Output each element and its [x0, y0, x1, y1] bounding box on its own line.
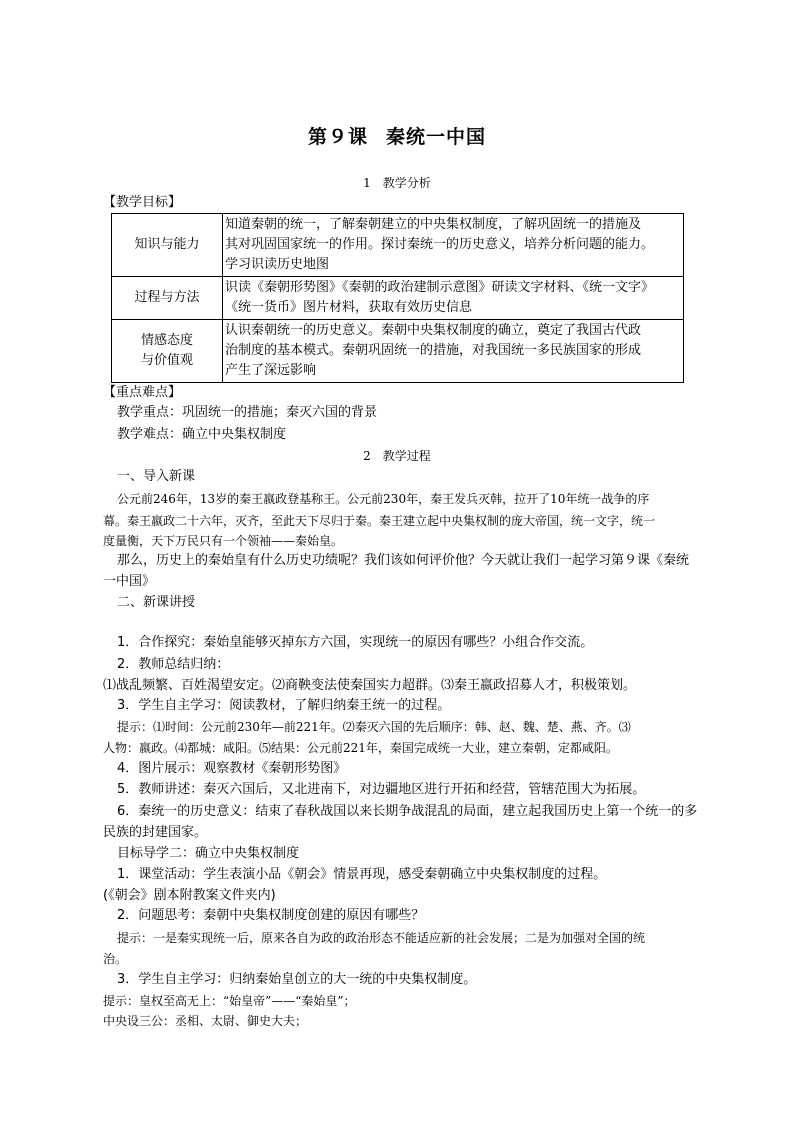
goal-label	[112, 320, 223, 383]
goals-heading: 【教学目标】	[103, 195, 182, 210]
intro-para-line: 度量衡，天下万民只有一个领袖——秦始皇。	[103, 534, 344, 548]
key-heading: 【重点难点】	[103, 385, 182, 400]
list-item: 2．问题思考：秦朝中央集权制度创建的原因有哪些？	[117, 908, 425, 923]
goal-line: 《统一货币》图片材料，获取有效历史信息	[225, 300, 473, 315]
table-row	[112, 320, 684, 383]
list-item: (《朝会》剧本附教案文件夹内)	[103, 888, 276, 903]
intro-question-line: 那么，历史上的秦始皇有什么历史功绩呢？我们该如何评价他？今天就让我们一起学习第９课《秦统	[117, 553, 690, 568]
list-item: ⑴战乱频繁、百姓渴望安定。⑵商鞅变法使秦国实力超群。⑶秦王嬴政招募人才，积极策划。	[103, 678, 637, 693]
goal-line: 知道秦朝的统一，了解秦朝建立的中央集权制度，了解巩固统一的措施及	[225, 217, 642, 232]
title-name: 秦统一中国	[386, 126, 487, 148]
goals-table	[111, 213, 684, 383]
list-item: 5．教师讲述：秦灭六国后，又北进南下，对边疆地区进行开拓和经营，管辖范围大为拓展。	[117, 782, 646, 797]
page-title	[0, 122, 794, 149]
goal-line: 识读《秦朝形势图》《秦朝的政治建制示意图》研读文字材料、《统一文字》	[225, 280, 655, 295]
list-item: 提示：一是秦实现统一后，原来各自为政的政治形态不能适应新的社会发展；二是为加强对全国的统	[117, 931, 646, 945]
goal-line: 认识秦朝统一的历史意义。秦朝中央集权制度的确立，奠定了我国古代政	[225, 323, 642, 338]
list-item: 1．合作探究：秦始皇能够灭掉东方六国，实现统一的原因有哪些？小组合作交流。	[117, 635, 594, 650]
intro-heading: 一、导入新课	[117, 469, 196, 484]
intro-para-line: 幕。秦王嬴政二十六年，灭齐，至此天下尽归于秦。秦王建立起中央集权制的庞大帝国，统一文字，统一	[103, 514, 656, 528]
goal-label: 过程与方法	[112, 277, 223, 320]
list-item: 人物：嬴政。⑷都城：咸阳。⑸结果：公元前221年，秦国完成统一大业，建立秦朝，定都咸阳。	[103, 741, 618, 755]
intro-para-line: 公元前246年，13岁的秦王嬴政登基称王。公元前230年，秦王发兵灭韩，拉开了10年统一战争的序	[117, 492, 650, 506]
goal-line: 产生了深远影响	[225, 363, 317, 378]
goal-label-line: 情感态度	[140, 333, 193, 348]
goal-content	[223, 320, 684, 383]
key-point: 教学重点：巩固统一的措施；秦灭六国的背景	[117, 405, 378, 420]
list-item: 2．教师总结归纳：	[117, 657, 230, 672]
goal-label: 知识与能力	[112, 214, 223, 277]
list-item: 3．学生自主学习：阅读教材，了解归纳秦王统一的过程。	[117, 698, 451, 713]
goal-line: 其对巩固国家统一的作用。探讨秦统一的历史意义，培养分析问题的能力。	[225, 237, 655, 252]
list-item: 民族的封建国家。	[103, 825, 208, 840]
goal-content	[223, 214, 684, 277]
table-row	[112, 214, 684, 277]
intro-question-line: 一中国》	[103, 574, 156, 589]
list-item: 目标导学二：确立中央集权制度	[117, 846, 300, 861]
goal-content	[223, 277, 684, 320]
title-lesson: 第９课	[307, 126, 368, 148]
list-item: 3．学生自主学习：归纳秦始皇创立的大一统的中央集权制度。	[117, 972, 477, 987]
difficult-point: 教学难点：确立中央集权制度	[117, 427, 287, 442]
goal-line: 治制度的基本模式。秦朝巩固统一的措施，对我国统一多民族国家的形成	[225, 343, 642, 358]
table-row	[112, 277, 684, 320]
list-item: 提示：⑴时间：公元前230年—前221年。⑵秦灭六国的先后顺序：韩、赵、魏、楚、燕、齐。⑶	[117, 720, 631, 734]
goal-line: 学习识读历史地图	[225, 257, 330, 272]
list-item: 4．图片展示：观察教材《秦朝形势图》	[117, 761, 347, 776]
list-item: 提示：皇权至高无上：“始皇帝”——“秦始皇”；	[103, 994, 356, 1008]
new-heading: 二、新课讲授	[117, 595, 196, 610]
list-item: 1．课堂活动：学生表演小品《朝会》情景再现，感受秦朝确立中央集权制度的过程。	[117, 867, 607, 882]
list-item: 6．秦统一的历史意义：结束了春秋战国以来长期争战混乱的局面，建立起我国历史上第一个统一的多	[117, 804, 698, 819]
list-item: 中央设三公：丞相、太尉、御史大夫；	[103, 1014, 308, 1028]
section-heading-analysis: 1 教学分析	[363, 176, 431, 190]
section-heading-process: 2 教学过程	[363, 449, 431, 463]
goal-label-line: 与价值观	[140, 353, 193, 368]
list-item: 治。	[103, 952, 128, 966]
